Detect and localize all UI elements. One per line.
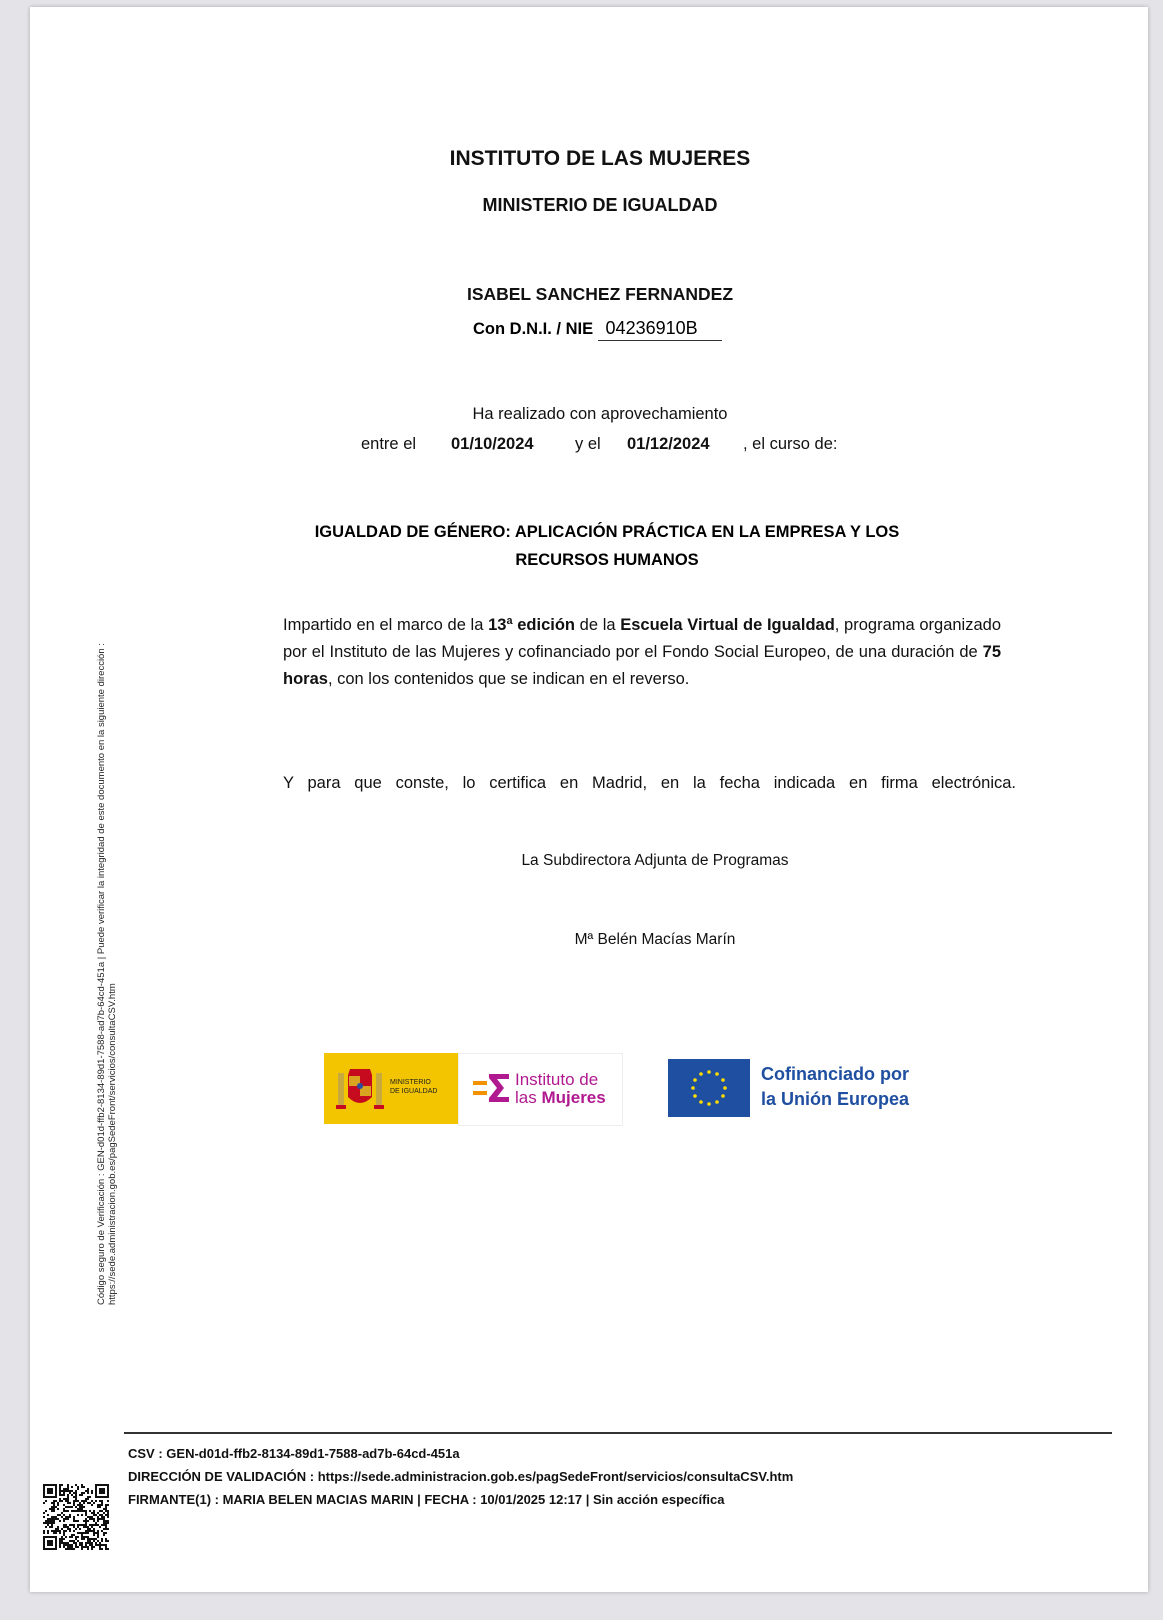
qr-code-icon <box>43 1484 109 1550</box>
side-line1: Código seguro de Verificación : GEN-d01d-ffb2-8134-89d1-7588-ad7b-64cd-451a | Puede verificar la integridad de este documento en la siguiente dirección : <box>96 643 107 1305</box>
desc-part1: Impartido en el marco de la <box>283 616 489 634</box>
institute-logo <box>458 1053 623 1126</box>
ministry-title: MINISTERIO DE IGUALDAD <box>482 195 718 215</box>
ministry-logo <box>324 1053 458 1124</box>
course-description <box>283 612 1001 693</box>
side-line2: https://sede.administracion.gob.es/pagSedeFront/servicios/consultaCSV.htm <box>107 983 118 1305</box>
school-name: Escuela Virtual de Igualdad <box>620 616 835 634</box>
id-value: 04236910B <box>598 318 722 341</box>
footer-validation-url[interactable]: DIRECCIÓN DE VALIDACIÓN : https://sede.administracion.gob.es/pagSedeFront/servicios/consultaCSV.htm <box>128 1469 794 1484</box>
course-title-line2: RECURSOS HUMANOS <box>515 551 699 569</box>
eu-cofunded-text <box>761 1062 909 1112</box>
ministry-logo-line1: MINISTERIO <box>390 1079 431 1086</box>
sigma-equal-icon <box>473 1072 513 1106</box>
recipient-id-row <box>473 318 722 341</box>
institute-logo-line2b: Mujeres <box>541 1088 606 1107</box>
eu-line1: Cofinanciado por <box>761 1064 909 1084</box>
eu-line2: la Unión Europea <box>761 1089 910 1109</box>
edition: 13ª edición <box>488 616 575 634</box>
ministry-logo-line2: DE IGUALDAD <box>390 1088 438 1095</box>
side-verification-text <box>96 643 118 1305</box>
desc-part2: de la <box>575 616 621 634</box>
course-hours: 75 horas <box>283 643 1001 688</box>
institute-logo-line1: Instituto de <box>515 1070 599 1089</box>
end-date: 01/12/2024 <box>627 435 710 453</box>
course-label: , el curso de: <box>743 435 838 453</box>
desc-part3: , programa organizado por el Instituto de las Mujeres y cofinanciado por el Fondo Social Europeo, de una duración de <box>283 616 1001 661</box>
id-label: Con D.N.I. / NIE <box>473 320 594 338</box>
footer-csv: CSV : GEN-d01d-ffb2-8134-89d1-7588-ad7b-64cd-451a <box>128 1446 460 1461</box>
desc-part4: , con los contenidos que se indican en el reverso. <box>327 670 690 688</box>
start-date: 01/10/2024 <box>451 435 534 453</box>
footer-signer: FIRMANTE(1) : MARIA BELEN MACIAS MARIN | FECHA : 10/01/2025 12:17 | Sin acción específica <box>128 1492 725 1507</box>
eu-flag <box>668 1059 750 1117</box>
course-title-line1: IGUALDAD DE GÉNERO: APLICACIÓN PRÁCTICA EN LA EMPRESA Y LOS <box>314 523 900 541</box>
signatory-role: La Subdirectora Adjunta de Programas <box>521 852 789 869</box>
certification-text: Y para que conste, lo certifica en Madrid, en la fecha indicada en firma electrónica. <box>283 774 1016 792</box>
eu-stars-icon <box>668 1059 750 1117</box>
and-label: y el <box>575 435 601 453</box>
completion-line: Ha realizado con aprovechamiento <box>472 405 728 423</box>
institute-title: INSTITUTO DE LAS MUJERES <box>449 147 751 170</box>
between-label: entre el <box>361 435 417 453</box>
recipient-name: ISABEL SANCHEZ FERNANDEZ <box>466 284 734 304</box>
spain-coat-of-arms-icon <box>330 1059 390 1119</box>
footer-rule <box>124 1432 1112 1434</box>
certificate-page <box>30 7 1148 1592</box>
institute-logo-line2a: las <box>515 1088 542 1107</box>
signatory-name: Mª Belén Macías Marín <box>574 931 736 948</box>
